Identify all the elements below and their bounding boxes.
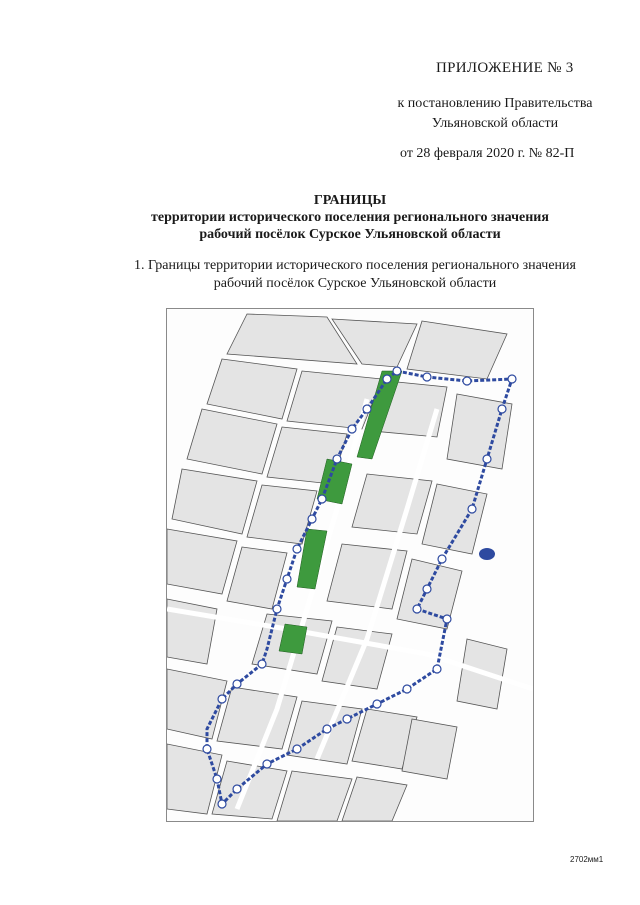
section-heading (100, 257, 610, 293)
heading-line-3: рабочий посёлок Сурское Ульяновской области (199, 227, 501, 242)
boundary-map (166, 308, 534, 822)
city-blocks (167, 314, 512, 821)
decree-line-2: Ульяновской области (431, 116, 559, 131)
document-code: 2702мм1 (570, 855, 604, 864)
boundary-map-svg (167, 309, 533, 821)
section-line-2: рабочий посёлок Сурское Ульяновской области (213, 276, 497, 291)
decree-reference (380, 94, 610, 134)
decree-line-1: к постановлению Правительства (397, 96, 593, 111)
document-heading (80, 192, 620, 243)
appendix-title: ПРИЛОЖЕНИЕ № 3 (436, 60, 574, 76)
heading-line-2: территории исторического поселения регионального значения (151, 210, 549, 225)
heading-line-1: ГРАНИЦЫ (313, 193, 387, 208)
decree-date: от 28 февраля 2020 г. № 82-П (400, 146, 575, 161)
section-line-1: 1. Границы территории исторического поселения регионального значения (134, 258, 576, 273)
pond (479, 548, 495, 560)
